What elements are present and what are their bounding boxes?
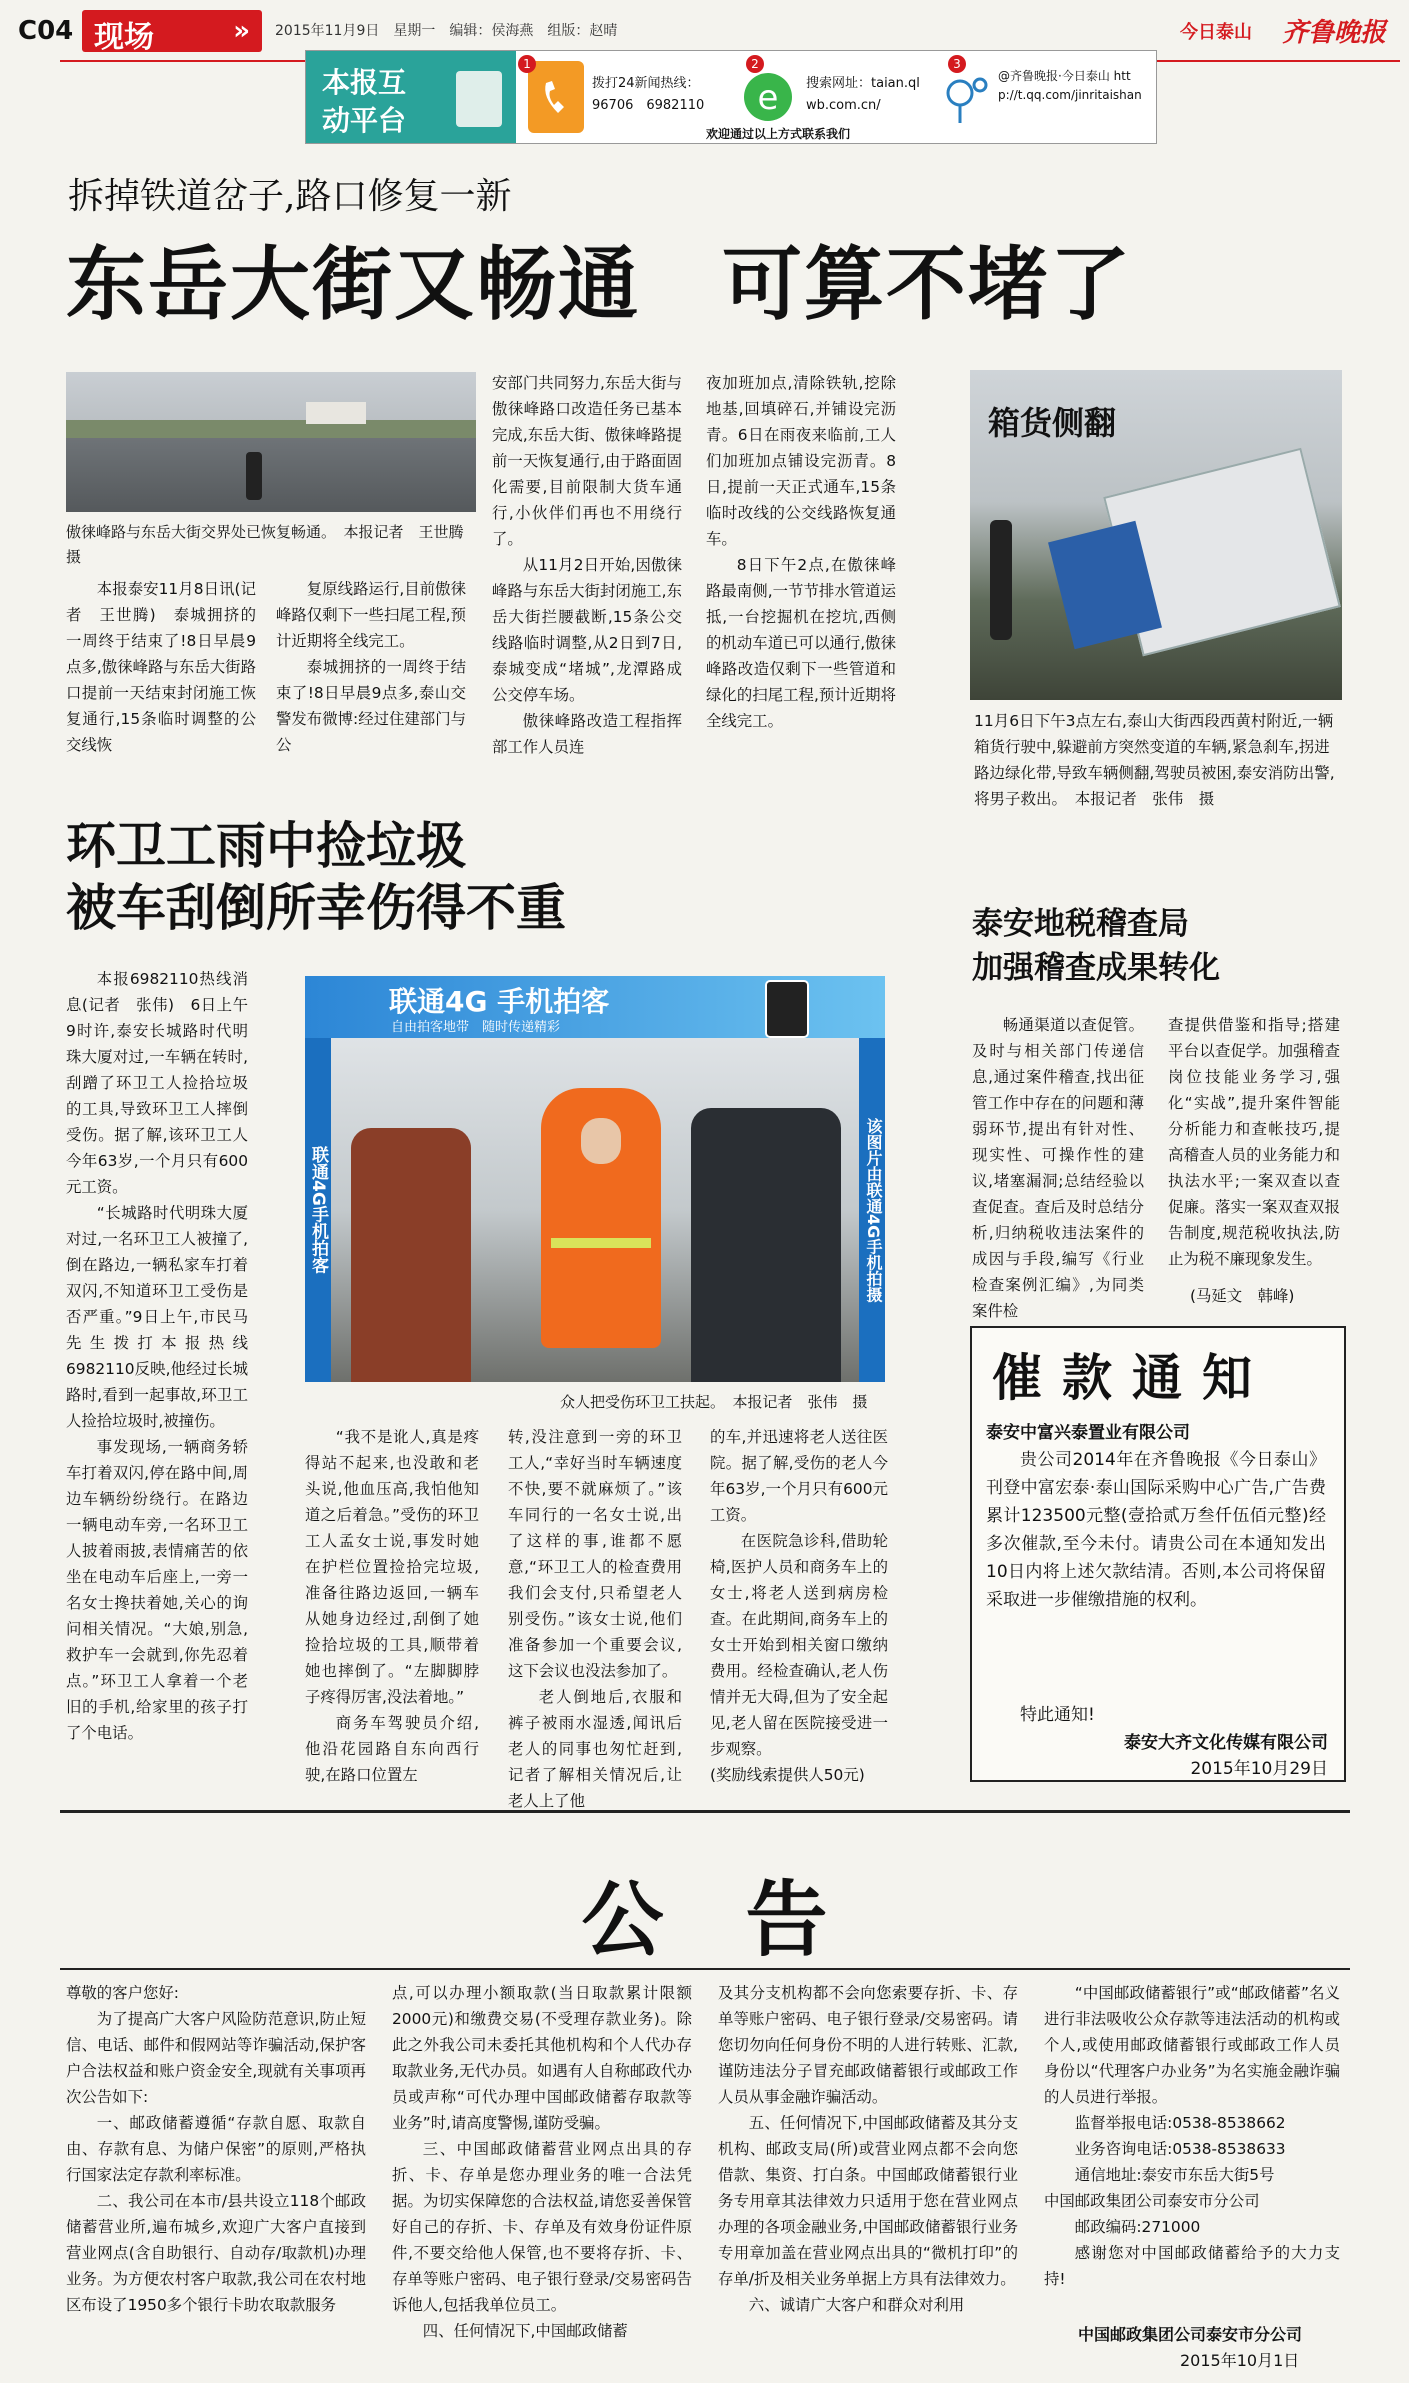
notice-addressee: 泰安中富兴泰置业有限公司 — [986, 1423, 1190, 1443]
badge-3: 3 — [948, 55, 966, 73]
badge-2: 2 — [746, 55, 764, 73]
notice-title: 催款通知 — [992, 1348, 1272, 1407]
unicom-banner — [305, 976, 885, 1038]
unicom-photo-frame — [305, 976, 885, 1382]
date-line: 2015年11月9日 星期一 编辑：侯海燕 组版：赵晴 — [275, 23, 618, 39]
browser-e-icon — [738, 65, 798, 127]
announcement-signature: 中国邮政集团公司泰安市分公司 — [1078, 2325, 1303, 2344]
article3-column-2: 查提供借鉴和指导;搭建平台以查促学。加强稽查岗位技能业务学习,强化“实战”,提升案件智能分析能力和查帐技巧,提高稽查人员的业务能力和执法水平;一案双查以查促廉。落实一案双查双报告制度,规范税收执法,防止为税不廉现象发生。 — [1168, 1016, 1340, 1268]
phone-icon — [528, 61, 584, 133]
notice-body: 贵公司2014年在齐鲁晚报《今日泰山》刊登中富宏泰·泰山国际采购中心广告,广告费累计123500元整(壹拾贰万叁仟伍佰元整)经多次催款,至今未付。请贵公司在本通知发出10日内将上述欠款结清。否则,本公司将保留采取进一步催缴措施的权利。 — [986, 1450, 1326, 1610]
article2-column-2: “我不是讹人,真是疼得站不起来,也没敢和老头说,他血压高,我怕他知道之后着急。”受伤的环卫工人孟女士说,事发时她在护栏位置捡拾完垃圾,准备往路边返回,一辆车从她身边经过,刮倒了她捡拾垃圾的工具,顺带着她也摔倒了。“左脚脚脖子疼得厉害,没法着地。” 商务车驾驶员介绍,他沿花园路自东向西行驶,在路口位置左 — [305, 1428, 479, 1784]
unicom-banner-title: 联通4G 手机拍客 — [389, 985, 610, 1018]
announcement-column-3: 及其分支机构都不会向您索要存折、卡、存单等账户密码、电子银行登录/交易密码。请您切勿向任何身份不明的人进行转账、汇款,谨防违法分子冒充邮政储蓄银行或邮政工作人员从事金融诈骗活动。 五、任何情况下,中国邮政储蓄及其分支机构、邮政支局(所)或营业网点都不会向您借款、集资、打白条。中国邮政储蓄银行业务专用章其法律效力只适用于您在营业网点办理的各项金融业务,中国邮政储蓄银行业务专用章加盖在营业网点出具的“微机打印”的存单/折及相关业务单据上方具有法律效力。 六、诚请广大客户和群众对利用 — [718, 1984, 1018, 2314]
announcement-column-1: 尊敬的客户您好: 为了提高广大客户风险防范意识,防止短信、电话、邮件和假网站等诈骗活动,保护客户合法权益和账户资金安全,现就有关事项再次公告如下: 一、邮政储蓄遵循“存款自愿、取款自由、存款有息、为储户保密”的原则,严格执行国家法定存款利率标准。 二、我公司在本市/县共设立118个邮政储蓄营业所,遍布城乡,欢迎广大客户直接到营业网点(含自助银行、自动存/取款机)办理业务。为方便农村客户取款,我公司在农村地区布设了1950多个银行卡助农取款服务 — [66, 1984, 366, 2314]
intersection-photo — [66, 372, 476, 512]
article3-byline: (马延文 韩峰) — [1190, 1287, 1295, 1305]
contact-line: 通信地址:泰安市东岳大街5号 — [1074, 2166, 1275, 2184]
page-number: C04 — [18, 16, 74, 46]
article2-photo-caption: 众人把受伤环卫工扶起。 本报记者 张伟 摄 — [560, 1393, 868, 1411]
article2-headline-1: 环卫工雨中捡垃圾 — [66, 817, 466, 875]
smartphone-icon — [765, 980, 809, 1038]
contact-line: 业务咨询电话:0538-8538633 — [1074, 2140, 1286, 2158]
hotline-text: 拨打24新闻热线：96706 6982110 — [592, 76, 705, 113]
chevron-right-icon: » — [233, 16, 250, 46]
article1-column-4: 夜加班加点,清除铁轨,挖除地基,回填碎石,并铺设完沥青。6日在雨夜来临前,工人们加班加点铺设完沥青。8日,提前一天正式通车,15条临时改线的公交线路恢复通车。 8日下午2点,在傲徕峰路最南侧,一节节排水管道运抵,一台挖掘机在挖坑,西侧的机动车道已可以通行,傲徕峰路改造仅剩下一些管道和绿化的扫尾工程,预计近期将全线完工。 — [706, 374, 896, 730]
photo-box-caption: 11月6日下午3点左右,泰山大街西段西黄村附近,一辆箱货行驶中,躲避前方突然变道的车辆,紧急刹车,拐进路边绿化带,导致车辆侧翻,驾驶员被困,泰安消防出警,将男子救出。 本报记者 张伟 摄 — [974, 712, 1335, 808]
section-tag — [82, 10, 262, 55]
article2-column-1: 本报6982110热线消息(记者 张伟) 6日上午9时许,泰安长城路时代明珠大厦对过,一车辆在转时,刮蹭了环卫工人捡拾垃圾的工具,导致环卫工人摔倒受伤。据了解,该环卫工人今年63岁,一个月只有600元工资。 “长城路时代明珠大厦对过,一名环卫工人被撞了,倒在路边,一辆私家车打着双闪,不知道环卫工受伤是否严重。”9日上午,市民马先生拨打本报热线6982110反映,他经过长城路时,看到一起事故,环卫工人捡拾垃圾时,被撞伤。 事发现场,一辆商务轿车打着双闪,停在路中间,周边车辆纷纷绕行。在路边一辆电动车旁,一名环卫工人披着雨披,表情痛苦的依坐在电动车后座上,一旁一名女士搀扶着她,关心的询问相关情况。“大娘,别急,救护车一会就到,你先忍着点。”环卫工人拿着一个老旧的手机,给家里的孩子打了个电话。 — [66, 970, 248, 1742]
announcement-column-2: 点,可以办理小额取款(当日取款累计限额2000元)和缴费交易(不受理存款业务)。除此之外我公司未委托其他机构和个人代办存取款业务,无代办员。如遇有人自称邮政代办员或声称“可代办理中国邮政储蓄存取款等业务”时,请高度警惕,谨防受骗。 三、中国邮政储蓄营业网点出具的存折、卡、存单是您办理业务的唯一合法凭据。为切实保障您的合法权益,请您妥善保管好自己的存折、卡、存单及有效身份证件原件,不要交给他人保管,也不要将存折、卡、存单等账户密码、电子银行登录/交易密码告诉他人,包括我单位员工。 四、任何情况下,中国邮政储蓄 — [392, 1984, 692, 2340]
website-text: 搜索网址：taian.qlwb.com.cn/ — [806, 76, 920, 113]
article1-column-3: 安部门共同努力,东岳大街与傲徕峰路口改造任务已基本完成,东岳大街、傲徕峰路提前一天恢复通行,由于路面固化需要,目前限制大货车通行,小伙伴们再也不用绕行了。 从11月2日开始,因傲徕峰路与东岳大街封闭施工,东岳大街拦腰截断,15条公交线路临时调整,从2日到7日,泰城变成“堵城”,龙潭路成公交停车场。 傲徕峰路改造工程指挥部工作人员连 — [492, 374, 682, 756]
contact-line: 监督举报电话:0538-8538662 — [1074, 2114, 1286, 2132]
weibo-text: @齐鲁晚报·今日泰山 http://t.qq.com/jinritaishan — [998, 69, 1142, 102]
notice-closing: 特此通知! — [1020, 1705, 1095, 1725]
contact-line: 中国邮政集团公司泰安市分公司 — [1044, 2192, 1260, 2210]
interactive-platform-bar — [305, 50, 1157, 144]
article1-column-2: 复原线路运行,目前傲徕峰路仅剩下一些扫尾工程,预计近期将全线完工。 泰城拥挤的一周终于结束了!8日早晨9点多,泰山交警发布微博:经过住建部门与公 — [276, 580, 466, 754]
weibo-icon — [938, 65, 996, 127]
article2-column-4: 的车,并迅速将老人送往医院。据了解,受伤的老人今年63岁,一个月只有600元工资。 在医院急诊科,借助轮椅,医护人员和商务车上的女士,将老人送到病房检查。在此期间,商务车上的女士开始到相关窗口缴纳费用。经检查确认,老人伤情并无大碍,但为了安全起见,老人留在医院接受进一步观察。 (奖励线索提供人50元) — [710, 1428, 888, 1784]
edition-label: 今日泰山 — [1180, 22, 1252, 43]
article3-headline-2: 加强稽查成果转化 — [972, 950, 1220, 986]
notice-date: 2015年10月29日 — [1190, 1759, 1328, 1779]
section-label: 现场 — [94, 20, 154, 55]
notice-signature: 泰安大齐文化传媒有限公司 — [1124, 1733, 1328, 1753]
article1-headline: 东岳大街又畅通 可算不堵了 — [66, 238, 1132, 331]
announcement-title: 公 告 — [581, 1872, 828, 1968]
contact-line: 邮政编码:271000 — [1074, 2218, 1201, 2236]
announcement-date: 2015年10月1日 — [1180, 2351, 1300, 2370]
brand-logo: 齐鲁晚报 — [1282, 18, 1387, 48]
article1-photo-caption: 傲徕峰路与东岳大街交界处已恢复畅通。 本报记者 王世腾 摄 — [66, 523, 479, 566]
building-icon — [456, 71, 502, 127]
unicom-side-label-right: 该图片由联通4G手机拍摄 — [864, 1117, 883, 1303]
article2-headline-2: 被车刮倒所幸伤得不重 — [66, 879, 566, 937]
platform-footer: 欢迎通过以上方式联系我们 — [706, 127, 851, 141]
unicom-side-label-left: 联通4G手机拍客 — [308, 1146, 328, 1274]
sanitation-worker-photo — [331, 1038, 859, 1382]
article3-column-1: 畅通渠道以查促管。及时与相关部门传递信息,通过案件稽查,找出征管工作中存在的问题和薄弱环节,提出有针对性、现实性、可操作性的建议,堵塞漏洞;总结经验以查促查。查后及时总结分析,归纳税收违法案件的成因与手段,编写《行业检查案例汇编》,为同类案件检 — [972, 1016, 1144, 1320]
article2-column-3: 转,没注意到一旁的环卫工人,“幸好当时车辆速度不快,要不就麻烦了。”该车同行的一名女士说,出了这样的事,谁都不愿意,“环卫工人的检查费用我们会支付,只希望老人别受伤。”该女士说,他们准备参加一个重要会议,这下会议也没法参加了。 老人倒地后,衣服和裤子被雨水湿透,闻讯后老人的同事也匆忙赶到,记者了解相关情况后,让老人上了他 — [508, 1428, 682, 1810]
platform-badge: 本报互 动平台 — [306, 51, 516, 143]
article3-headline-1: 泰安地税稽查局 — [972, 906, 1189, 942]
unicom-banner-subtitle: 自由拍客地带 随时传递精彩 — [391, 1020, 561, 1035]
payment-notice-box — [970, 1326, 1346, 1782]
photo-box-label: 箱货侧翻 — [988, 404, 1117, 442]
announcement-column-4: “中国邮政储蓄银行”或“邮政储蓄”名义进行非法吸收公众存款等违法活动的机构或个人,或使用邮政储蓄银行或邮政工作人员身份以“代理客户办业务”为名实施金融诈骗的人员进行举报。 监督举报电话:0538-8538662 业务咨询电话:0538-8538633 通信地址:泰安市东岳大街5号 中国邮政集团公司泰安市分公司 邮政编码:271000 感谢您对中国邮政储蓄给予的大力支持! — [1044, 1984, 1340, 2288]
article1-column-1: 本报泰安11月8日讯(记者 王世腾) 泰城拥挤的一周终于结束了!8日早晨9点多,傲徕峰路与东岳大街路口提前一天结束封闭施工恢复通行,15条临时调整的公交线恢 — [66, 580, 256, 754]
badge-1: 1 — [518, 55, 536, 73]
article1-kicker: 拆掉铁道岔子,路口修复一新 — [68, 176, 512, 217]
svg-text:e: e — [757, 78, 779, 118]
